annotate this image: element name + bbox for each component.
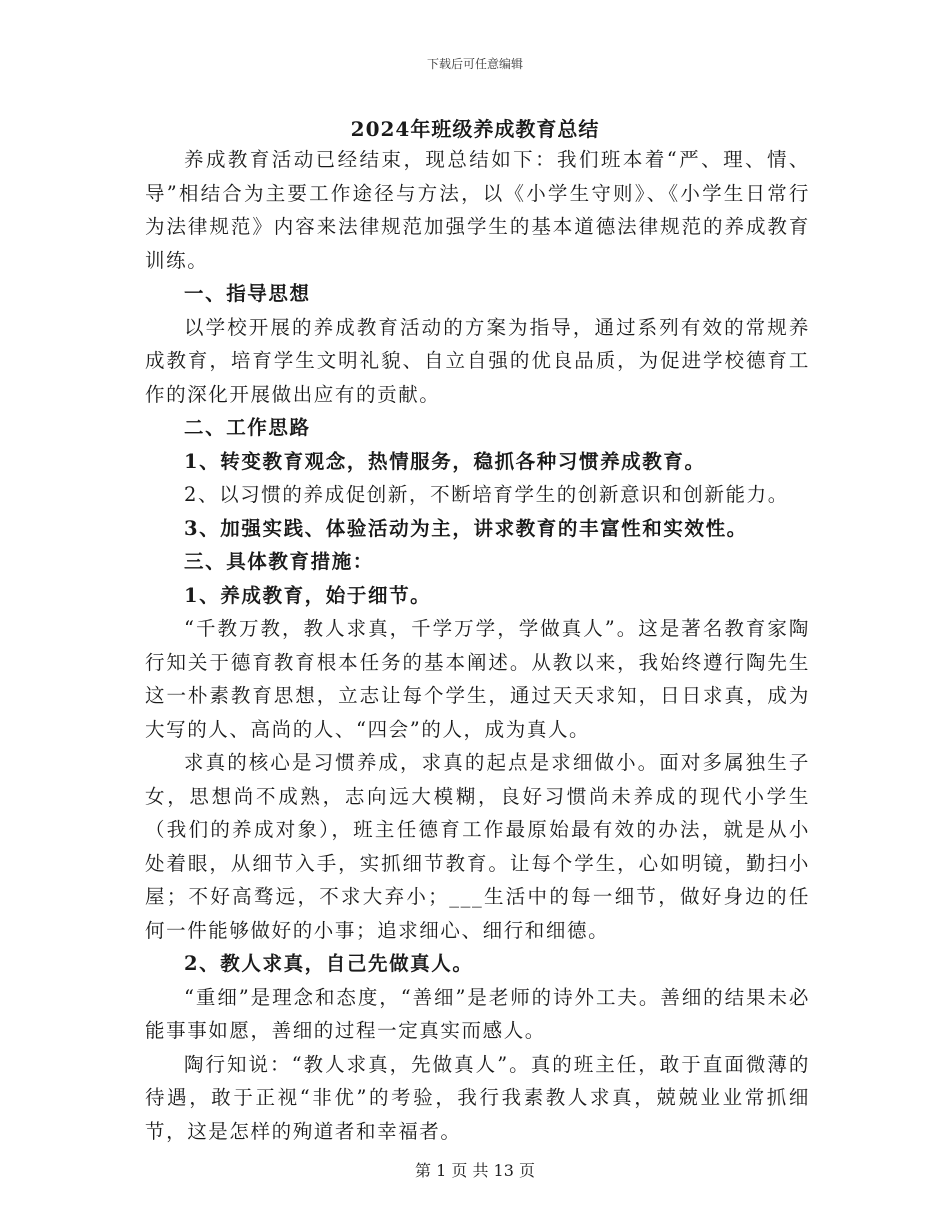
paragraph: “千教万教，教人求真，千学万学，学做真人”。这是著名教育家陶行知关于德育教育根本任务的基本阐述。从教以来，我始终遵行陶先生这一朴素教育思想，立志让每个学生，通过天天求知，日日求真，成为大写的人、高尚的人、“四会”的人，成为真人。 xyxy=(145,617,810,741)
list-item: 1、转变教育观念，热情服务，稳抓各种习惯养成教育。 xyxy=(184,449,706,473)
section-heading: 三、具体教育措施： xyxy=(184,550,374,573)
paragraph: 求真的核心是习惯养成，求真的起点是求细做小。面对多属独生子女，思想尚不成熟，志向远大模糊，良好习惯尚未养成的现代小学生（我们的养成对象），班主任德育工作最原始最有效的办法，就是从小处着眼，从细节入手，实抓细节教育。让每个学生，心如明镜，勤扫小屋；不好高骛远，不求大弃小；___生活中的每一细节，做好身边的任何一件能够做好的小事；追求细心、细行和细德。 xyxy=(145,751,810,942)
paragraph: 以学校开展的养成教育活动的方案为指导，通过系列有效的常规养成教育，培育学生文明礼貌、自立自强的优良品质，为促进学校德育工作的深化开展做出应有的贡献。 xyxy=(145,315,810,406)
section-heading: 一、指导思想 xyxy=(184,282,311,305)
list-item: 3、加强实践、体验活动为主，讲求教育的丰富性和实效性。 xyxy=(184,516,748,540)
list-item: 2、以习惯的养成促创新，不断培育学生的创新意识和创新能力。 xyxy=(184,483,789,506)
paragraph: “重细”是理念和态度，“善细”是老师的诗外工夫。善细的结果未必能事事如愿，善细的过程一定真实而感人。 xyxy=(145,985,810,1042)
paragraph: 陶行知说：“教人求真，先做真人”。真的班主任，敢于直面微薄的待遇，敢于正视“非优”的考验，我行我素教人求真，兢兢业业常抓细节，这是怎样的殉道者和幸福者。 xyxy=(145,1052,810,1143)
header-note: 下载后可任意编辑 xyxy=(426,57,523,71)
section-heading: 二、工作思路 xyxy=(184,416,311,439)
document-body xyxy=(145,143,810,1148)
document-title: 2024年班级养成教育总结 xyxy=(350,117,600,141)
paragraph: 养成教育活动已经结束，现总结如下：我们班本着“严、理、情、导”相结合为主要工作途径与方法，以《小学生守则》、《小学生日常行为法律规范》内容来法律规范加强学生的基本道德法律规范的养成教育训练。 xyxy=(145,148,810,272)
subsection-heading: 1、养成教育，始于细节。 xyxy=(184,583,432,607)
page-number-footer: 第 1 页 共 13 页 xyxy=(415,1161,535,1180)
subsection-heading: 2、教人求真，自己先做真人。 xyxy=(184,952,474,975)
